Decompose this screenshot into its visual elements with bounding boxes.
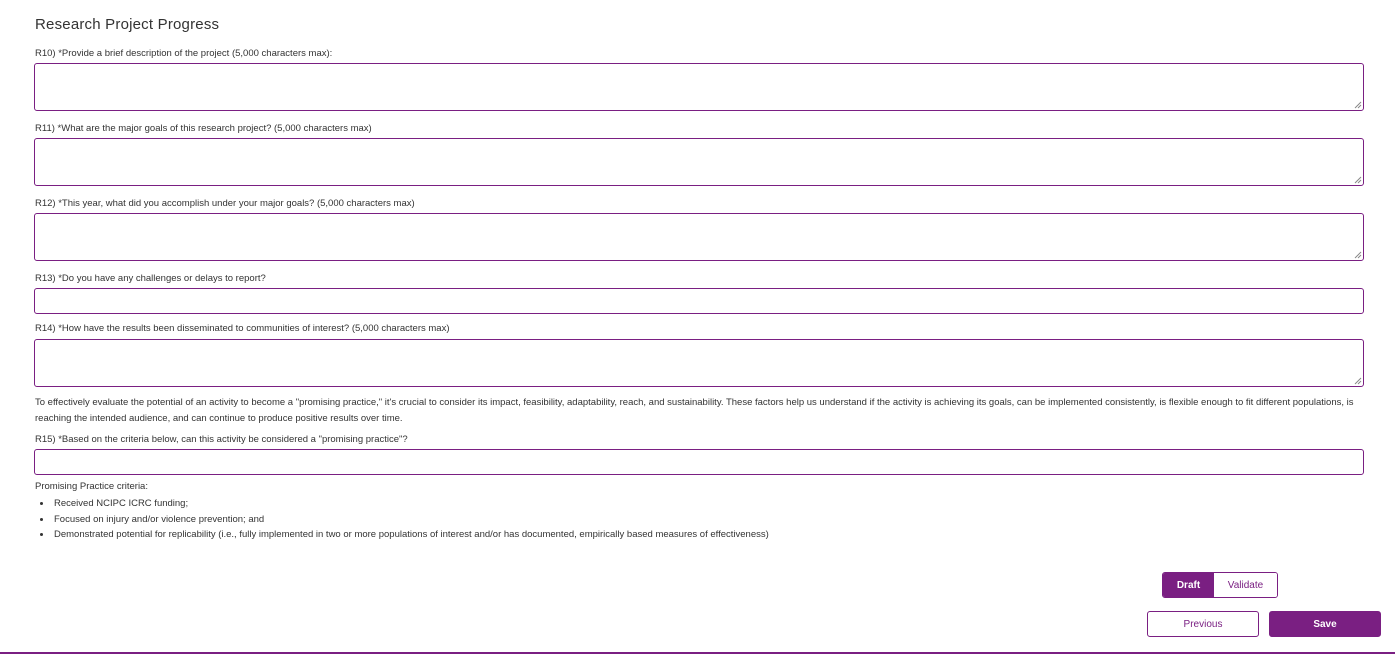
dissemination-textarea[interactable] xyxy=(34,339,1364,387)
list-item xyxy=(35,496,769,512)
bullet-icon xyxy=(40,518,43,521)
criteria-title: Promising Practice criteria: xyxy=(35,481,148,492)
resize-grip-icon[interactable] xyxy=(1354,176,1362,184)
question-label-r11: R11) *What are the major goals of this research project? (5,000 characters max) xyxy=(35,123,372,134)
challenges-delays-input[interactable] xyxy=(34,288,1364,314)
list-item xyxy=(35,527,769,543)
resize-grip-icon[interactable] xyxy=(1354,251,1362,259)
save-button[interactable]: Save xyxy=(1269,611,1381,637)
criteria-item-text: Focused on injury and/or violence prevention; and xyxy=(54,513,265,525)
bullet-icon xyxy=(40,533,43,536)
bullet-icon xyxy=(40,502,43,505)
question-label-r13: R13) *Do you have any challenges or delays to report? xyxy=(35,273,266,284)
page-title: Research Project Progress xyxy=(35,16,220,33)
project-description-textarea[interactable] xyxy=(34,63,1364,111)
promising-practice-input[interactable] xyxy=(34,449,1364,475)
question-label-r15: R15) *Based on the criteria below, can this activity be considered a "promising practice"? xyxy=(35,434,408,445)
validate-toggle-button[interactable]: Validate xyxy=(1214,573,1277,597)
list-item xyxy=(35,512,769,528)
criteria-list xyxy=(35,496,769,543)
major-goals-textarea[interactable] xyxy=(34,138,1364,186)
question-label-r14: R14) *How have the results been disseminated to communities of interest? (5,000 characters max) xyxy=(35,323,450,334)
question-label-r10: R10) *Provide a brief description of the project (5,000 characters max): xyxy=(35,48,333,59)
previous-button[interactable]: Previous xyxy=(1147,611,1259,637)
accomplishments-textarea[interactable] xyxy=(34,213,1364,261)
criteria-item-text: Demonstrated potential for replicability (i.e., fully implemented in two or more populations of interest and/or has documented, empirically based measures of effectiveness) xyxy=(54,529,769,540)
resize-grip-icon[interactable] xyxy=(1354,377,1362,385)
status-toggle xyxy=(1162,572,1278,598)
promising-practice-info-text: To effectively evaluate the potential of an activity to become a "promising practice," it's crucial to consider its impact, feasibility, adaptability, reach, and sustainability. These factors help us understand if the activity is achieving its goals, can be implemented consistently, is flexible enough to fit different populations, is reaching the intended audience, and can continue to produce positive results over time. xyxy=(35,397,1354,424)
resize-grip-icon[interactable] xyxy=(1354,101,1362,109)
question-label-r12: R12) *This year, what did you accomplish under your major goals? (5,000 characters max) xyxy=(35,198,415,209)
draft-toggle-button[interactable]: Draft xyxy=(1163,573,1214,597)
criteria-item-text: Received NCIPC ICRC funding; xyxy=(54,498,189,509)
